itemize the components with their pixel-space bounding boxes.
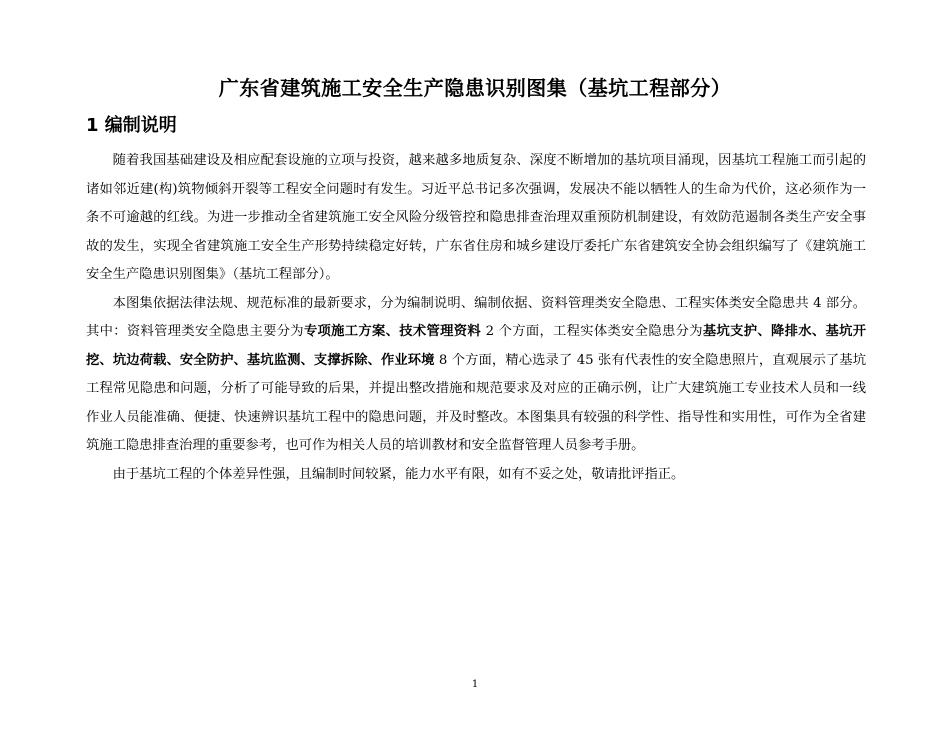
paragraph-structure-text-1: 本图集依据法律法规、规范标准的最新要求，分为编制说明、编制依据、资料管理类安全隐患、工程实体类安全隐患共 4 部分。其中：资料管理类安全隐患主要分为 (86, 295, 866, 339)
document-title: 广东省建筑施工安全生产隐患识别图集（基坑工程部分） (218, 76, 732, 100)
paragraph-structure (86, 290, 866, 461)
paragraph-structure-bold-2: 基坑支护、降排水、基坑开挖、坑边荷载、安全防护、基坑监测、支撑拆除、作业环境 (86, 324, 867, 368)
paragraph-structure-text-3: 8 个方面，精心选录了 45 张有代表性的安全隐患照片，直观展示了基坑工程常见隐患和问题，分析了可能导致的后果，并提出整改措施和规范要求及对应的正确示例，让广大建筑施工专业技术人员和一线作业人员能准确、便捷、快速辨识基坑工程中的隐患问题，并及时整改。本图集具有较强的科学性、指导性和实用性，可作为全省建筑施工隐患排查治理的重要参考，也可作为相关人员的培训教材和安全监督管理人员参考手册。 (86, 352, 866, 453)
paragraph-structure-bold-1: 专项施工方案、技术管理资料 (303, 324, 482, 339)
section-heading: 1 编制说明 (86, 115, 177, 136)
page-number: 1 (471, 679, 479, 690)
paragraph-intro: 随着我国基础建设及相应配套设施的立项与投资，越来越多地质复杂、深度不断增加的基坑项目涌现，因基坑工程施工而引起的诸如邻近建(构)筑物倾斜开裂等工程安全问题时有发生。习近平总书记多次强调，发展决不能以牺牲人的生命为代价，这必须作为一条不可逾越的红线。为进一步推动全省建筑施工安全风险分级管控和隐患排查治理双重预防机制建设，有效防范遏制各类生产安全事故的发生，实现全省建筑施工安全生产形势持续稳定好转，广东省住房和城乡建设厅委托广东省建筑安全协会组织编写了《建筑施工安全生产隐患识别图集》（基坑工程部分）。 (86, 153, 866, 282)
paragraph-structure-text-2: 2 个方面，工程实体类安全隐患分为 (481, 324, 703, 339)
document-body (86, 147, 866, 489)
paragraph-closing: 由于基坑工程的个体差异性强，且编制时间较紧，能力水平有限，如有不妥之处，敬请批评指正。 (112, 466, 685, 482)
